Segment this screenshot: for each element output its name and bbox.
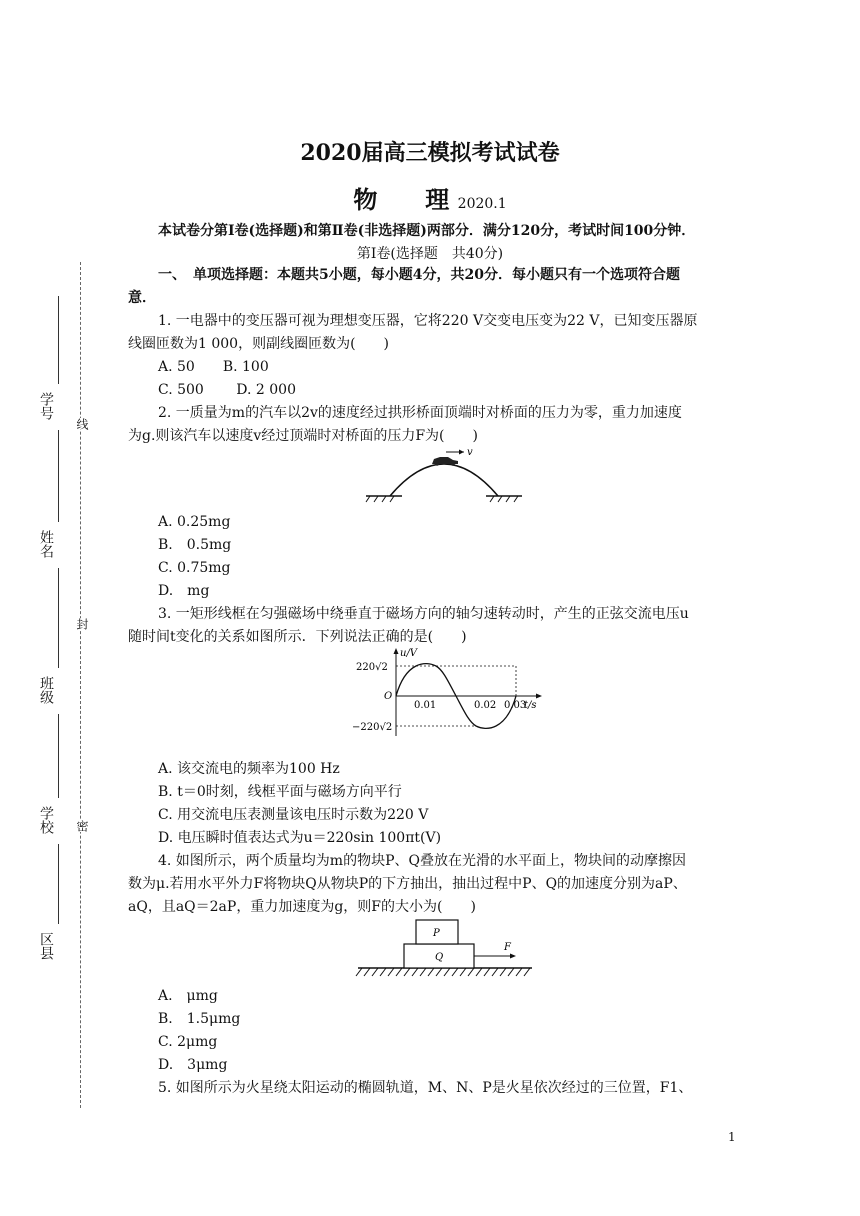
q2-bridge-figure: [360, 444, 530, 506]
q4-label-p: P: [433, 928, 440, 939]
part1-heading-cont: 意．: [128, 290, 156, 306]
q2-option-b: B. 0.5mg: [158, 537, 232, 553]
q3-stem: 3. 一矩形线框在匀强磁场中绕垂直于磁场方向的轴匀速转动时，产生的正弦交流电压u: [158, 606, 689, 622]
subject-line: [0, 180, 860, 215]
exam-intro: 本试卷分第Ⅰ卷(选择题)和第Ⅱ卷(非选择题)两部分．满分120分，考试时间100分钟．: [158, 223, 696, 239]
binding-field-line: [58, 844, 59, 924]
q4-stem-cont2: aQ，且aQ＝2aP，重力加速度为g，则F的大小为( ): [128, 899, 476, 915]
q4-option-b: B. 1.5μmg: [158, 1011, 241, 1027]
q4-label-q: Q: [435, 952, 444, 963]
exam-date: 2020.1: [457, 196, 507, 212]
q3-x-axis-label: t/s: [524, 700, 537, 711]
q2-option-d: D. mg: [158, 583, 210, 599]
binding-mark-feng: 封: [75, 618, 89, 630]
binding-label-quxian: 区县: [38, 932, 54, 960]
q4-stem-cont: 数为μ.若用水平外力F将物块Q从物块P的下方抽出，抽出过程中P、Q的加速度分别为aP、: [128, 876, 687, 892]
q3-option-a: A. 该交流电的频率为100 Hz: [158, 761, 340, 777]
binding-field-line: [58, 430, 59, 522]
q1-options-ab: A. 50 B. 100: [158, 359, 269, 375]
q4-force-label: F: [504, 942, 511, 953]
q3-y-pos-label: 220√2: [356, 662, 388, 673]
q4-option-d: D. 3μmg: [158, 1057, 228, 1073]
q3-tick-002: 0.02: [474, 700, 497, 711]
q1-stem: 1. 一电器中的变压器可视为理想变压器，它将220 V交变电压变为22 V，已知变压器原: [158, 313, 698, 329]
q4-blocks-figure: [352, 916, 538, 980]
exam-title: 2020届高三模拟考试试卷: [300, 140, 560, 166]
part1-heading: 一、 单项选择题：本题共5小题，每小题4分，共20分．每小题只有一个选项符合题: [158, 267, 680, 283]
binding-mark-mi: 密: [75, 820, 89, 832]
q5-stem: 5. 如图所示为火星绕太阳运动的椭圆轨道，M、N、P是火星依次经过的三位置，F1、: [158, 1080, 693, 1096]
binding-label-xuexiao: 学校: [38, 806, 54, 834]
q2-option-a: A. 0.25mg: [158, 514, 231, 530]
q2-stem: 2. 一质量为m的汽车以2v的速度经过拱形桥面顶端时对桥面的压力为零，重力加速度: [158, 405, 682, 421]
q3-sine-figure: [348, 646, 548, 738]
q3-option-c: C. 用交流电压表测量该电压时示数为220 V: [158, 807, 429, 823]
binding-field-line: [58, 296, 59, 384]
q4-option-a: A. μmg: [158, 988, 218, 1004]
binding-label-xingming: 姓名: [38, 530, 54, 558]
q3-tick-003: 0.03: [504, 700, 527, 711]
q2-option-c: C. 0.75mg: [158, 560, 231, 576]
binding-label-banji: 班级: [38, 676, 54, 704]
q2-velocity-label: v: [467, 447, 473, 458]
q3-origin-label: O: [384, 691, 393, 702]
q3-option-b: B. t＝0时刻，线框平面与磁场方向平行: [158, 784, 402, 800]
q3-option-d: D. 电压瞬时值表达式为u＝220sin 100πt(V): [158, 830, 442, 846]
q3-y-axis-label: u/V: [400, 648, 418, 659]
binding-field-line: [58, 714, 59, 798]
binding-label-xuehao: 学号: [38, 392, 54, 420]
subject-name: 物 理: [353, 185, 450, 214]
binding-field-line: [58, 568, 59, 668]
q4-stem: 4. 如图所示，两个质量均为m的物块P、Q叠放在光滑的水平面上，物块间的动摩擦因: [158, 853, 686, 869]
section-heading: 第Ⅰ卷(选择题 共40分): [356, 246, 504, 262]
binding-dashed-line: [80, 262, 81, 1108]
binding-mark-xian: 线: [75, 418, 89, 430]
q4-option-c: C. 2μmg: [158, 1034, 218, 1050]
q3-stem-cont: 随时间t变化的关系如图所示．下列说法正确的是( ): [128, 629, 467, 645]
q1-options-cd: C. 500 D. 2 000: [158, 382, 296, 398]
q1-stem-cont: 线圈匝数为1 000，则副线圈匝数为( ): [128, 336, 390, 352]
page-number: 1: [728, 1130, 736, 1144]
q3-tick-001: 0.01: [414, 700, 437, 711]
q3-y-neg-label: −220√2: [352, 722, 393, 733]
q2-stem-cont: 为g.则该汽车以速度v经过顶端时对桥面的压力F为( ): [128, 428, 478, 444]
